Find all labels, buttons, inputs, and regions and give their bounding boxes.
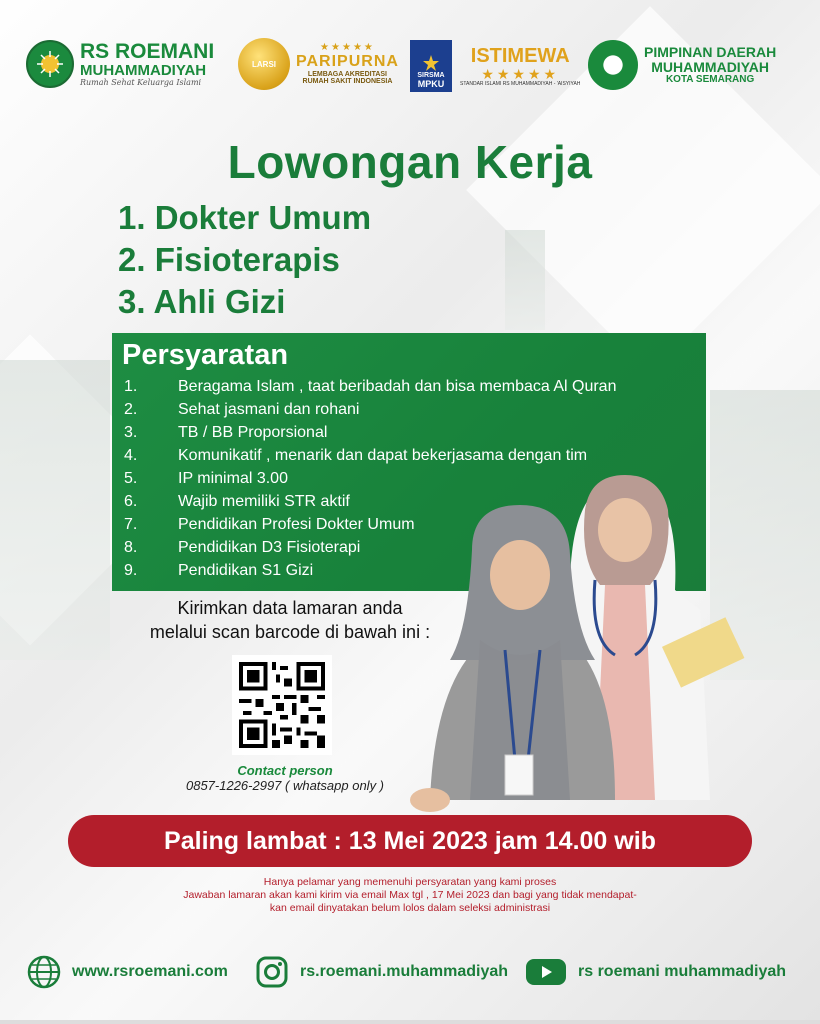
position-item: 2. Fisioterapis — [118, 241, 340, 278]
requirement-number: 7. — [124, 515, 138, 533]
requirement-number: 4. — [124, 446, 138, 464]
sirsma-istimewa-logo — [410, 40, 580, 92]
paripurna-title: PARIPURNA — [296, 53, 399, 71]
requirement-text: IP minimal 3.00 — [178, 469, 288, 487]
instagram-link[interactable] — [254, 954, 508, 990]
muhammadiyah-emblem-icon — [26, 40, 74, 88]
pd-muhammadiyah-logo — [588, 40, 776, 90]
requirement-text: Sehat jasmani dan rohani — [178, 400, 360, 418]
note-line1: Hanya pelamar yang memenuhi persyaratan yang kami proses — [263, 876, 557, 888]
youtube-icon — [524, 954, 568, 990]
istimewa-title: ISTIMEWA — [470, 44, 570, 67]
requirement-number: 2. — [124, 400, 138, 418]
submit-instructions — [100, 596, 480, 644]
background-minaret — [505, 230, 545, 330]
contact-phone[interactable]: 0857-1226-2997 ( whatsapp only ) — [185, 778, 385, 793]
rs-tagline: Rumah Sehat Keluarga Islami — [80, 77, 202, 87]
health-workers-photo — [410, 470, 760, 820]
paripurna-sub2: RUMAH SAKIT INDONESIA — [302, 78, 393, 86]
requirement-number: 5. — [124, 469, 138, 487]
requirement-number: 9. — [124, 561, 138, 579]
requirement-number: 1. — [124, 377, 138, 395]
submit-line2: melalui scan barcode di bawah ini : — [149, 622, 431, 642]
note-line3: kan email dinyatakan belum lolos dalam seleksi administrasi — [269, 902, 551, 914]
larsi-label: LARSI — [252, 59, 276, 69]
mpku-label: MPKU — [417, 79, 445, 89]
requirement-number: 3. — [124, 423, 138, 441]
pd-line3: KOTA SEMARANG — [665, 74, 755, 86]
sirsma-label: SIRSMA — [417, 72, 445, 79]
requirement-item — [124, 444, 616, 467]
header-logos — [0, 28, 820, 104]
istimewa-sub: STANDAR ISLAMI RS MUHAMMADIYAH - 'AISYIYAH — [460, 80, 581, 87]
website-link[interactable] — [26, 954, 228, 990]
pd-line1: PIMPINAN DAERAH — [644, 43, 777, 60]
deadline-text: Paling lambat : 13 Mei 2023 jam 14.00 wib — [164, 826, 656, 855]
instagram-icon — [254, 954, 290, 990]
requirement-number: 8. — [124, 538, 138, 556]
qr-code-icon — [239, 662, 325, 748]
requirements-title: Persyaratan — [122, 339, 289, 371]
positions-list — [118, 197, 371, 323]
requirement-text: Wajib memiliki STR aktif — [178, 492, 350, 510]
position-item: 1. Dokter Umum — [118, 199, 372, 236]
bottom-divider — [0, 1020, 820, 1024]
requirement-text: TB / BB Proporsional — [178, 423, 328, 441]
website-text: www.rsroemani.com — [72, 963, 228, 980]
requirement-item — [124, 375, 616, 398]
qr-code[interactable] — [232, 655, 332, 755]
rs-name-line1: RS ROEMANI — [80, 39, 215, 63]
requirement-item — [124, 398, 616, 421]
requirement-text: Pendidikan Profesi Dokter Umum — [178, 515, 415, 533]
sirsma-badge — [410, 40, 452, 92]
requirement-text: Komunikatif , menarik dan dapat bekerjasama dengan tim — [178, 446, 588, 464]
larsi-paripurna-logo — [238, 38, 399, 90]
position-item: 3. Ahli Gizi — [118, 283, 286, 320]
pd-line2: MUHAMMADIYAH — [651, 58, 769, 75]
background-building-left — [0, 360, 110, 660]
footer-links — [0, 948, 820, 998]
larsi-seal-icon — [238, 38, 290, 90]
requirement-text: Beragama Islam , taat beribadah dan bisa membaca Al Quran — [178, 377, 617, 395]
rs-name-line2: MUHAMMADIYAH — [80, 61, 207, 79]
paripurna-sub1: LEMBAGA AKREDITASI — [307, 70, 387, 78]
stars-icon: ★★★★★ — [320, 42, 375, 54]
requirement-text: Pendidikan S1 Gizi — [178, 561, 314, 579]
requirement-item — [124, 421, 616, 444]
pd-emblem-icon — [588, 40, 638, 90]
rs-roemani-logo — [26, 40, 214, 88]
requirement-number: 6. — [124, 492, 138, 510]
instagram-text: rs.roemani.muhammadiyah — [300, 963, 509, 980]
sirsma-star-icon — [422, 54, 440, 72]
globe-icon — [26, 954, 62, 990]
page-title: Lowongan Kerja — [227, 136, 593, 188]
requirement-text: Pendidikan D3 Fisioterapi — [178, 538, 361, 556]
youtube-link[interactable] — [524, 954, 786, 990]
note-line2: Jawaban lamaran akan kami kirim via email Max tgl , 17 Mei 2023 dan bagi yang tidak mendapat- — [183, 889, 637, 901]
selection-note — [130, 876, 690, 915]
istimewa-stars-icon: ★★★★★ — [481, 65, 560, 82]
contact-person — [150, 763, 420, 793]
submit-line1: Kirimkan data lamaran anda — [177, 598, 403, 618]
youtube-text: rs roemani muhammadiyah — [578, 963, 787, 980]
deadline-banner — [68, 815, 752, 867]
contact-label: Contact person — [237, 763, 333, 778]
